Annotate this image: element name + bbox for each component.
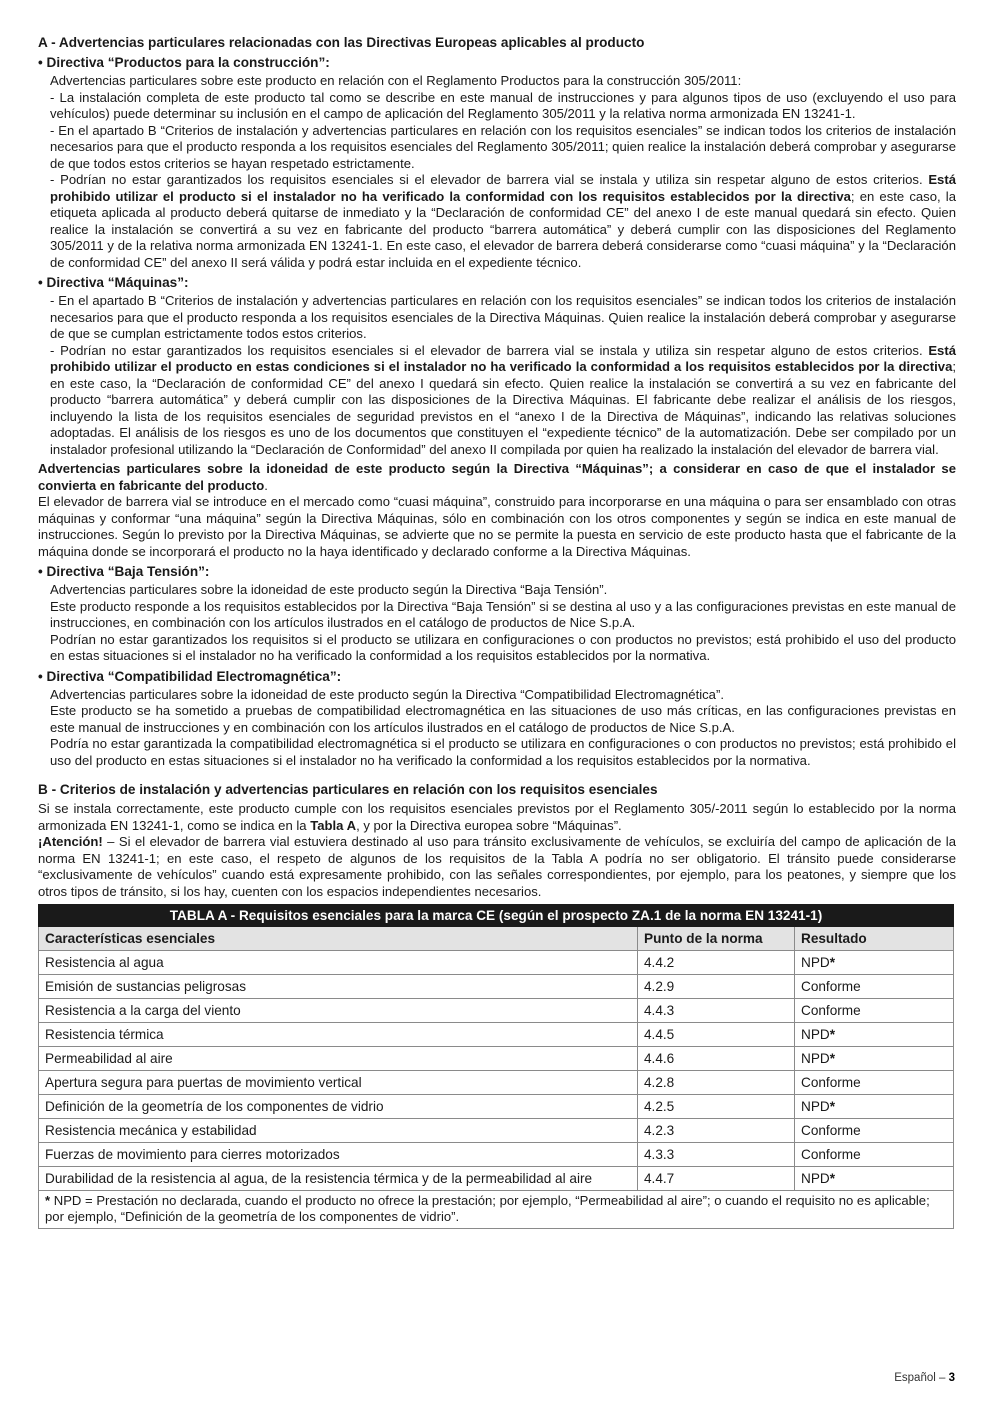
table-row bbox=[39, 1047, 954, 1071]
cell-result bbox=[795, 1047, 954, 1071]
table-row bbox=[39, 999, 954, 1023]
document-page bbox=[38, 34, 956, 1229]
result-star: * bbox=[829, 1099, 835, 1114]
text-run: Si se instala correctamente, este producto cumple con los requisitos esenciales previstos por el Reglamento 305/-2011 según lo establecido por la norma armonizada EN 13241-1, como se indica en la bbox=[38, 801, 956, 833]
cell-result bbox=[795, 975, 954, 999]
cell-characteristic: Apertura segura para puertas de movimiento vertical bbox=[39, 1071, 638, 1095]
section-b-text bbox=[38, 801, 956, 900]
header-norm-point: Punto de la norma bbox=[638, 927, 795, 951]
table-row bbox=[39, 951, 954, 975]
cell-norm-point: 4.2.5 bbox=[638, 1095, 795, 1119]
maquinas-heading: • Directiva “Máquinas”: bbox=[38, 275, 189, 290]
table-title: TABLA A - Requisitos esenciales para la marca CE (según el prospecto ZA.1 de la norma EN 13241-1) bbox=[39, 905, 954, 927]
cell-norm-point: 4.4.2 bbox=[638, 951, 795, 975]
cell-result bbox=[795, 999, 954, 1023]
result-value: Conforme bbox=[801, 1003, 861, 1018]
cell-norm-point: 4.4.5 bbox=[638, 1023, 795, 1047]
cell-characteristic: Durabilidad de la resistencia al agua, de la resistencia térmica y de la permeabilidad al aire bbox=[39, 1167, 638, 1191]
table-row bbox=[39, 975, 954, 999]
construccion-heading: • Directiva “Productos para la construcción”: bbox=[38, 55, 330, 70]
idoneidad-heading: Advertencias particulares sobre la idoneidad de este producto según la Directiva “Máquinas”; a considerar en caso de que el instalador se convierta en fabricante del producto bbox=[38, 461, 956, 493]
text-run: ; en este caso, la “Declaración de conformidad CE” del anexo I quedará sin efecto. Quien realice la instalación se convertirá a su vez en fabricante del producto “barrera automática” y deberá cumplir con las disposiciones de la Directiva Máquinas. El fabricante debe realizar el análisis de los riesgos, incluyendo la lista de los requisitos esenciales de seguridad previstos en el “anexo I de la Directiva de Máquinas”, indicando las relativas soluciones adoptadas. El análisis de los riesgos es uno de los documentos que constituyen el “expediente técnico” de la automatización. Debe ser compilado por un instalador profesional utilizando la “Declaración de Conformidad” del anexo II compilada por quien ha realizado la instalación del elevador de barrera vial. bbox=[50, 359, 956, 457]
cell-result bbox=[795, 1119, 954, 1143]
cell-characteristic: Resistencia térmica bbox=[39, 1023, 638, 1047]
compatibilidad-heading: • Directiva “Compatibilidad Electromagnética”: bbox=[38, 668, 342, 684]
paragraph: Advertencias particulares sobre este producto en relación con el Reglamento Productos para la construcción 305/2011: bbox=[50, 73, 742, 88]
cell-characteristic: Resistencia mecánica y estabilidad bbox=[39, 1119, 638, 1143]
result-star: * bbox=[829, 1027, 835, 1042]
paragraph: El elevador de barrera vial se introduce en el mercado como “cuasi máquina”, construido para incorporarse en una máquina o para ser ensamblado con otras máquinas y conformar “una máquina” según la Directiva Máquinas, sólo en combinación con los otros componentes y según se indica en este manual de instrucciones. Según lo previsto por la Directiva Máquinas, se advierte que no se permite la puesta en servicio de este producto hasta que el fabricante de la máquina donde se incorporará el producto no la haya identificado y declarado conforme a la Directiva Máquinas. bbox=[38, 494, 956, 559]
cell-result bbox=[795, 951, 954, 975]
cell-characteristic: Resistencia a la carga del viento bbox=[39, 999, 638, 1023]
result-star: * bbox=[829, 1051, 835, 1066]
baja-tension-text bbox=[38, 582, 956, 665]
footer-language: Español – bbox=[894, 1372, 949, 1384]
cell-norm-point: 4.4.3 bbox=[638, 999, 795, 1023]
footnote-star: * bbox=[45, 1193, 51, 1208]
cell-characteristic: Fuerzas de movimiento para cierres motorizados bbox=[39, 1143, 638, 1167]
result-value: NPD bbox=[801, 1051, 830, 1066]
cell-norm-point: 4.2.9 bbox=[638, 975, 795, 999]
cell-result bbox=[795, 1023, 954, 1047]
result-value: NPD bbox=[801, 955, 830, 970]
requirements-table bbox=[38, 904, 954, 1229]
paragraph bbox=[38, 834, 956, 900]
paragraph bbox=[38, 801, 956, 834]
result-value: Conforme bbox=[801, 1123, 861, 1138]
attention-label: ¡Atención! bbox=[38, 834, 103, 849]
paragraph: - En el apartado B “Criterios de instalación y advertencias particulares en relación con los requisitos esenciales” se indican todos los criterios de instalación necesarios para que el producto responda a los requisitos esenciales del Reglamento 305/2011; quien realice la instalación deberá comprobar y asegurarse de que todos estos criterios se hayan respetado estrictamente. bbox=[50, 122, 956, 171]
paragraph: Este producto se ha sometido a pruebas de compatibilidad electromagnética en las situaciones de uso más críticas, en las configuraciones previstas en este manual de instrucciones y en combinación con los artículos ilustrados en el catálogo de productos de Nice S.p.A. bbox=[50, 703, 956, 735]
section-a-title: A - Advertencias particulares relacionadas con las Directivas Europeas aplicables al producto bbox=[38, 35, 645, 50]
result-value: Conforme bbox=[801, 979, 861, 994]
table-row bbox=[39, 1119, 954, 1143]
table-row bbox=[39, 1143, 954, 1167]
paragraph: - En el apartado B “Criterios de instalación y advertencias particulares en relación con los requisitos esenciales” se indican todos los criterios de instalación necesarios para que el producto responda a los requisitos esenciales de la Directiva Máquinas. Quien realice la instalación deberá comprobar y asegurarse de que se cumplan estrictamente todos estos criterios. bbox=[50, 293, 956, 341]
baja-tension-heading: • Directiva “Baja Tensión”: bbox=[38, 564, 210, 579]
paragraph: Podría no estar garantizada la compatibilidad electromagnética si el producto se utilizara en configuraciones o con productos no previstos; está prohibido el uso del producto en estas situaciones si el instalador no ha verificado la conformidad a los requisitos establecidos por la normativa. bbox=[50, 736, 956, 768]
text-run: ; en este caso, la etiqueta aplicada al producto deberá quitarse de inmediato y la “Declaración de conformidad CE” del anexo I de este manual quedará sin efecto. Quien realice la instalación se convertirá a su vez en fabricante del producto “barrera automática” y deberá cumplir con las disposiciones del Reglamento 305/2011 y de la relativa norma armonizada EN 13241-1. En este caso, el elevador de barrera deberá considerarse como “cuasi máquina” y la “Declaración de conformidad CE” del anexo II será válida y podrá estar incluida en el expediente técnico. bbox=[50, 188, 956, 270]
cell-characteristic: Resistencia al agua bbox=[39, 951, 638, 975]
text-run: , y por la Directiva europea sobre “Máquinas”. bbox=[356, 817, 622, 833]
page-number: 3 bbox=[948, 1372, 955, 1384]
header-characteristics: Características esenciales bbox=[39, 927, 638, 951]
table-row bbox=[39, 1023, 954, 1047]
result-value: Conforme bbox=[801, 1147, 861, 1162]
cell-norm-point: 4.3.3 bbox=[638, 1143, 795, 1167]
table-row bbox=[39, 1167, 954, 1191]
result-value: NPD bbox=[801, 1099, 830, 1114]
text-run: - Podrían no estar garantizados los requisitos esenciales si el elevador de barrera vial se instala y utiliza sin respetar alguno de estos criterios. bbox=[50, 342, 929, 358]
result-value: NPD bbox=[801, 1171, 830, 1186]
paragraph bbox=[50, 343, 956, 459]
paragraph: Podrían no estar garantizados los requisitos si el producto se utilizara en configuraciones o con productos no previstos; está prohibido el uso del producto en estas situaciones si el instalador no ha verificado la conformidad a los requisitos establecidos por la normativa. bbox=[50, 631, 956, 663]
page-footer bbox=[894, 1372, 955, 1384]
paragraph: Advertencias particulares sobre la idoneidad de este producto según la Directiva “Baja Tensión”. bbox=[50, 582, 608, 597]
result-star: * bbox=[829, 955, 835, 970]
text-run: . bbox=[264, 477, 268, 493]
cell-result bbox=[795, 1143, 954, 1167]
bold-warning: Está prohibido utilizar el producto en estas condiciones si el instalador no ha verificado la conformidad a los requisitos establecidos por la directiva bbox=[50, 342, 956, 374]
cell-norm-point: 4.4.6 bbox=[638, 1047, 795, 1071]
result-star: * bbox=[829, 1171, 835, 1186]
paragraph bbox=[50, 172, 956, 271]
result-value: NPD bbox=[801, 1027, 830, 1042]
text-run: – Si el elevador de barrera vial estuviera destinado al uso para tránsito exclusivamente de vehículos, se excluiría del campo de aplicación de la norma EN 13241-1; en este caso, el respeto de algunos de los requisitos de la Tabla A podría no ser obligatorio. El tránsito puede considerarse “exclusivamente de vehículos” cuando está expresamente prohibido, con las señales correspondientes, por ejemplo, para los peatones, y siempre que los otros tipos de tránsito, si los hay, cuenten con los espacios independientes necesarios. bbox=[38, 834, 956, 899]
table-reference: Tabla A bbox=[310, 817, 357, 833]
paragraph: Advertencias particulares sobre la idoneidad de este producto según la Directiva “Compatibilidad Electromagnética”. bbox=[50, 686, 724, 702]
paragraph: - La instalación completa de este producto tal como se describe en este manual de instrucciones y para algunos tipos de uso (excluyendo el uso para vehículos) puede determinar su inclusión en el campo de aplicación del Reglamento 305/2011 y la relativa norma armonizada EN 13241-1. bbox=[50, 89, 956, 121]
construccion-text bbox=[38, 73, 956, 271]
cell-result bbox=[795, 1095, 954, 1119]
table-row bbox=[39, 1095, 954, 1119]
paragraph bbox=[38, 461, 956, 494]
table-header-row bbox=[39, 927, 954, 951]
cell-norm-point: 4.2.8 bbox=[638, 1071, 795, 1095]
cell-result bbox=[795, 1071, 954, 1095]
table-footnote bbox=[39, 1191, 954, 1229]
cell-characteristic: Definición de la geometría de los componentes de vidrio bbox=[39, 1095, 638, 1119]
idoneidad-block bbox=[38, 461, 956, 560]
text-run: - Podrían no estar garantizados los requisitos esenciales si el elevador de barrera vial se instala y utiliza sin respetar alguno de estos criterios. bbox=[50, 172, 929, 187]
cell-characteristic: Emisión de sustancias peligrosas bbox=[39, 975, 638, 999]
cell-norm-point: 4.2.3 bbox=[638, 1119, 795, 1143]
result-value: Conforme bbox=[801, 1075, 861, 1090]
cell-norm-point: 4.4.7 bbox=[638, 1167, 795, 1191]
bold-warning: Está prohibido utilizar el producto si el instalador no ha verificado la conformidad con los requisitos establecidos por la directiva bbox=[50, 172, 956, 204]
cell-result bbox=[795, 1167, 954, 1191]
header-result: Resultado bbox=[795, 927, 954, 951]
paragraph: Este producto responde a los requisitos establecidos por la Directiva “Baja Tensión” si se destina al uso y a las configuraciones previstas en este manual de instrucciones, en combinación con los artículos ilustrados en el catálogo de productos de Nice S.p.A. bbox=[50, 598, 956, 630]
footnote-text: NPD = Prestación no declarada, cuando el producto no ofrece la prestación; por ejemplo, “Permeabilidad al aire”; o cuando el requisito no es aplicable; por ejemplo, “Definición de la geometría de los componentes de vidrio”. bbox=[45, 1193, 930, 1224]
section-b-title: B - Criterios de instalación y advertencias particulares en relación con los requisitos esenciales bbox=[38, 782, 658, 797]
maquinas-text bbox=[38, 293, 956, 458]
cell-characteristic: Permeabilidad al aire bbox=[39, 1047, 638, 1071]
table-row bbox=[39, 1071, 954, 1095]
compatibilidad-text bbox=[38, 687, 956, 770]
